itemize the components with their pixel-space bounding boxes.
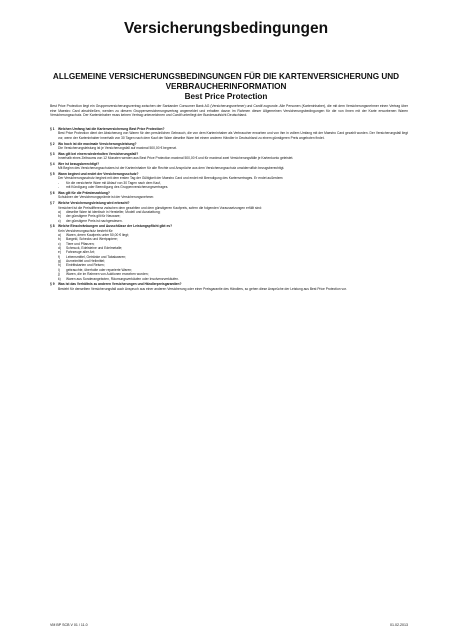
section <box>50 282 408 291</box>
list-text: für die versicherte Ware mit Ablauf von 30 Tagen nach dem Kauf, <box>66 180 161 185</box>
section-number: § 5 <box>50 172 55 177</box>
list-marker: - <box>58 180 60 185</box>
list-marker: i) <box>58 267 60 272</box>
section <box>50 142 408 151</box>
list-item <box>50 185 408 189</box>
section-title: Wann beginnt und endet der Versicherungsschutz? <box>58 172 139 177</box>
list-marker: e) <box>58 250 61 255</box>
section-title: Welche Versicherungsleistung wird erbracht? <box>58 201 130 206</box>
section-body: Innerhalb eines Zeitraums von 12 Monaten werden aus Best Price Protection maximal 500,00 € und für maximal zwei Versicherungsfälle je Kartenkonto geleistet. <box>58 156 294 161</box>
list-item <box>50 277 408 281</box>
section-body: Versichert ist die Preisdifferenz zwischen dem gezahlten und dem günstigeren Kaufpreis, sofern die folgenden Voraussetzungen erfüllt sind: <box>58 205 262 210</box>
list-text: Arzneimittel und Heilmittel; <box>66 259 106 264</box>
list-text: Waren aus Sonderangeboten, Räumungsverkäufen oder Insolvenzverkäufen. <box>66 276 179 281</box>
section-body: Besteht für denselben Versicherungsfall auch Anspruch aus einer anderen Versicherung oder einer Preisgarantie des Händlers, so gehen diese Ansprüche der Leistung aus Best Price Protection vor. <box>58 286 347 291</box>
list-marker: f) <box>58 254 61 259</box>
sections-list <box>50 127 408 293</box>
section-number: § 3 <box>50 151 55 156</box>
list-text: Bargeld, Schecks und Wertpapiere; <box>66 237 118 242</box>
list-marker: g) <box>58 259 61 264</box>
section-title: Wer ist bezugsberechtigt? <box>58 161 100 166</box>
section-title: Was gilt für die Prämienzahlung? <box>58 190 110 195</box>
list-text: Tiere und Pflanzen; <box>66 241 95 246</box>
list-text: gebrauchte, überholte oder reparierte Waren; <box>66 267 133 272</box>
list-text: dieselbe Ware ist identisch in Hersteller, Modell und Ausstattung; <box>66 209 161 214</box>
section-number: § 4 <box>50 161 55 166</box>
section-number: § 9 <box>50 282 55 287</box>
section-title: Was ist das Verhältnis zu anderen Versicherungen und Händlerpreisgarantien? <box>58 282 182 287</box>
section-title: Was gilt bei einem wiederholten Versicherungsfall? <box>58 151 139 156</box>
footer-date: 01.02.2013 <box>390 623 408 627</box>
list-text: Eintrittskarten und Reisen; <box>66 263 105 268</box>
section <box>50 191 408 200</box>
section <box>50 152 408 161</box>
section-number: § 7 <box>50 201 55 206</box>
footer-left: VM BP SCB V 01 / 11.0 <box>50 623 88 627</box>
section-body: Best Price Protection dient der Absicherung von Waren für den persönlichen Gebrauch, die von dem Karteninhaber als Verbraucher erworben und von ihm in vollem Umfang mit der Maestro Card gezahlt wurden. Der Versicherungsfall liegt vor, wenn der Karteninhaber innerhalb von 30 Tagen nach dem Kauf der Ware dieselbe Ware bei einem anderen Händler in Deutschland zu einem günstigeren Preis angeboten findet. <box>58 131 408 140</box>
heading-line-1: ALLGEMEINE VERSICHERUNGSBEDINGUNGEN FÜR DIE KARTENVERSICHERUNG UND <box>52 72 400 81</box>
intro-paragraph: Best Price Protection liegt ein Gruppenversicherungsvertrag zwischen der Santander Consumer Bank AG (Versicherungsnehmer) und Cardif zugrunde. Alle Personen (Karteninhaber), die mit dem Versicherungsnehmer einen Vertrag über eine Maestro Card abschließen, werden zu diesem Gruppenversicherungsvertrag angemeldet und erhalten davon im Rahmen dieser Allgemeinen Versicherungsbedingungen für die von ihnen mit der Karte erworbenen Waren Versicherungsschutz. Der Karteninhaber muss keinen Vertrag unterzeichnen und Cardif unterliegt der Bundesaufsicht Deutschland. <box>50 104 408 118</box>
list-marker: b) <box>58 237 61 242</box>
list-marker: a) <box>58 209 61 214</box>
section-number: § 6 <box>50 190 55 195</box>
section-title: Welchen Umfang hat die Kartenversicherung Best Price Protection? <box>58 127 165 131</box>
list-text: der günstigere Preis gilt für Neuware; <box>66 214 121 219</box>
list-marker: a) <box>58 233 61 238</box>
list-marker: k) <box>58 276 61 281</box>
list-marker: j) <box>58 272 60 277</box>
heading-line-2: VERBRAUCHERINFORMATION <box>165 82 287 91</box>
section <box>50 127 408 140</box>
heading-line-3: Best Price Protection <box>184 92 268 101</box>
section-body: Schuldner der Versicherungsprämie ist der Versicherungsnehmer. <box>58 195 155 200</box>
section-body: Mit Beginn des Versicherungsschutzes ist der Karteninhaber für alle Rechte und Ansprüche aus dem Versicherungsschutz unwiderruflich bezugsberechtigt. <box>58 166 285 171</box>
section-body: Der Versicherungsschutz beginnt mit dem ersten Tag der Gültigkeit der Maestro Card und endet mit Beendigung des Kartenvertrages. Er endet außerdem: <box>58 176 284 181</box>
section-body: Die Versicherungsleistung ist je Versicherungsfall auf maximal 500,00 € begrenzt. <box>58 145 177 150</box>
list-marker: c) <box>58 218 61 223</box>
section <box>50 162 408 171</box>
list-marker: d) <box>58 246 61 251</box>
list-text: Waren, deren Kaufpreis unter 50,00 € liegt; <box>66 233 129 238</box>
list-item <box>50 219 408 223</box>
list-marker: c) <box>58 241 61 246</box>
section-title: Welche Einschränkungen und Ausschlüsse der Leistungspflicht gibt es? <box>58 224 173 229</box>
section-number: § 8 <box>50 224 55 229</box>
section <box>50 172 408 189</box>
list-marker: h) <box>58 263 61 268</box>
list-text: der günstigere Preis ist nachgewiesen. <box>66 218 123 223</box>
list-marker: b) <box>58 214 61 219</box>
list-marker: - <box>58 185 60 190</box>
section-title: Wo hoch ist die maximale Versicherungsleistung? <box>58 141 137 146</box>
section <box>50 201 408 223</box>
list-text: Fahrzeuge aller Art; <box>66 250 95 255</box>
section-number: § 2 <box>50 141 55 146</box>
list-text: mit Kündigung oder Beendigung des Gruppenversicherungsvertrages. <box>66 185 169 190</box>
document-heading <box>0 72 452 102</box>
section-body: Kein Versicherungsschutz besteht für: <box>58 228 114 233</box>
section-number: § 1 <box>50 127 55 131</box>
section <box>50 224 408 280</box>
list-text: Lebensmittel, Getränke und Tabakwaren; <box>66 254 127 259</box>
list-text: Waren, die im Rahmen von Auktionen erworben wurden; <box>66 272 149 277</box>
document-title: Versicherungsbedingungen <box>123 20 329 37</box>
list-text: Schmuck, Edelsteine und Edelmetalle; <box>66 246 123 251</box>
